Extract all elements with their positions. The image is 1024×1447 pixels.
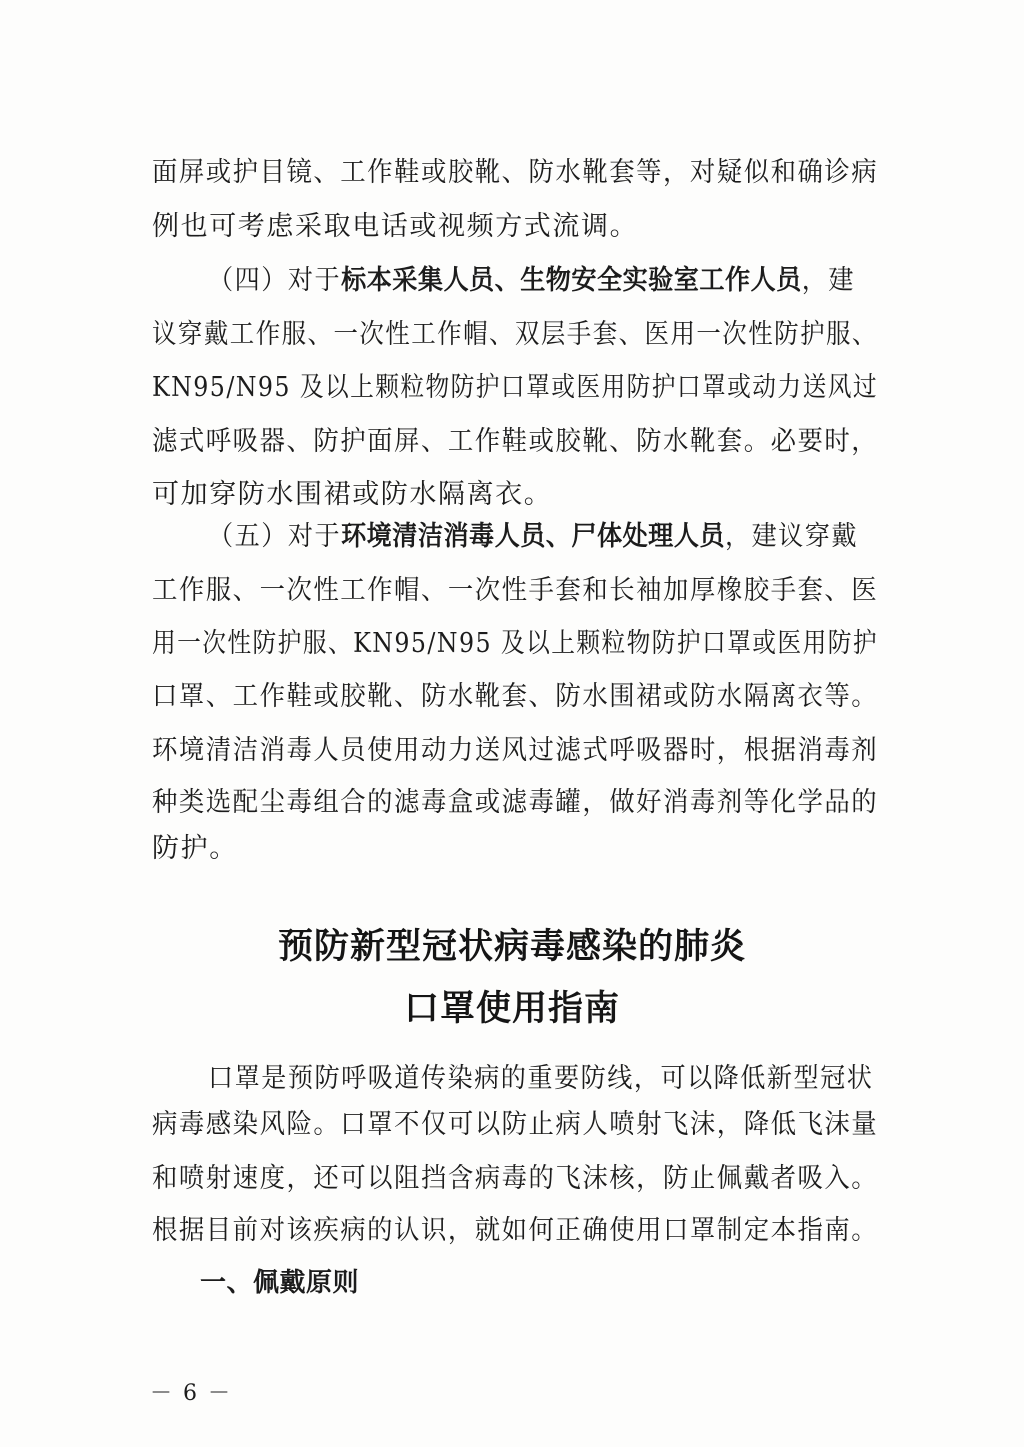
bold-emphasis: 环境清洁消毒人员、尸体处理人员 [341, 521, 725, 552]
paragraph-line: 种类选配尘毒组合的滤毒盒或滤毒罐，做好消毒剂等化学品的 [152, 787, 879, 818]
paragraph-line: 根据目前对该疾病的认识，就如何正确使用口罩制定本指南。 [152, 1215, 879, 1246]
paragraph-prefix: （五）对于 [208, 521, 342, 552]
paragraph-line: 议穿戴工作服、一次性工作帽、双层手套、医用一次性防护服、 [152, 319, 878, 350]
paragraph-line: KN95/N95 及以上颗粒物防护口罩或医用防护口罩或动力送风过 [152, 372, 878, 403]
page-number: － 6 － [150, 1381, 232, 1406]
paragraph-line: 环境清洁消毒人员使用动力送风过滤式呼吸器时，根据消毒剂 [152, 735, 879, 766]
paragraph-five-first-line [208, 520, 878, 554]
paragraph-suffix: ，建 [801, 265, 855, 296]
paragraph-line: 滤式呼吸器、防护面屏、工作鞋或胶靴、防水靴套。必要时， [152, 426, 879, 457]
paragraph-line: 病毒感染风险。口罩不仅可以防止病人喷射飞沫，降低飞沫量 [152, 1109, 879, 1140]
paragraph-four-first-line [208, 264, 878, 298]
document-title-line2: 口罩使用指南 [403, 989, 620, 1029]
paragraph-line: 口罩、工作鞋或胶靴、防水靴套、防水围裙或防水隔离衣等。 [152, 681, 879, 712]
document-title-line1: 预防新型冠状病毒感染的肺炎 [277, 927, 746, 967]
paragraph-line: 用一次性防护服、KN95/N95 及以上颗粒物防护口罩或医用防护 [152, 628, 878, 659]
paragraph-line: 和喷射速度，还可以阻挡含病毒的飞沫核，防止佩戴者吸入。 [152, 1163, 879, 1194]
paragraph-line: 面屏或护目镜、工作鞋或胶靴、防水靴套等，对疑似和确诊病 [152, 157, 879, 188]
paragraph-line: 口罩是预防呼吸道传染病的重要防线，可以降低新型冠状 [208, 1063, 874, 1094]
paragraph-line: 可加穿防水围裙或防水隔离衣。 [152, 479, 553, 510]
paragraph-line: 工作服、一次性工作帽、一次性手套和长袖加厚橡胶手套、医 [152, 575, 879, 606]
paragraph-prefix: （四）对于 [208, 265, 342, 296]
section-heading: 一、佩戴原则 [200, 1268, 360, 1298]
paragraph-line: 例也可考虑采取电话或视频方式流调。 [152, 211, 639, 242]
paragraph-line: 防护。 [152, 833, 238, 864]
bold-emphasis: 标本采集人员、生物安全实验室工作人员 [341, 265, 802, 296]
paragraph-suffix: ，建议穿戴 [724, 521, 859, 552]
